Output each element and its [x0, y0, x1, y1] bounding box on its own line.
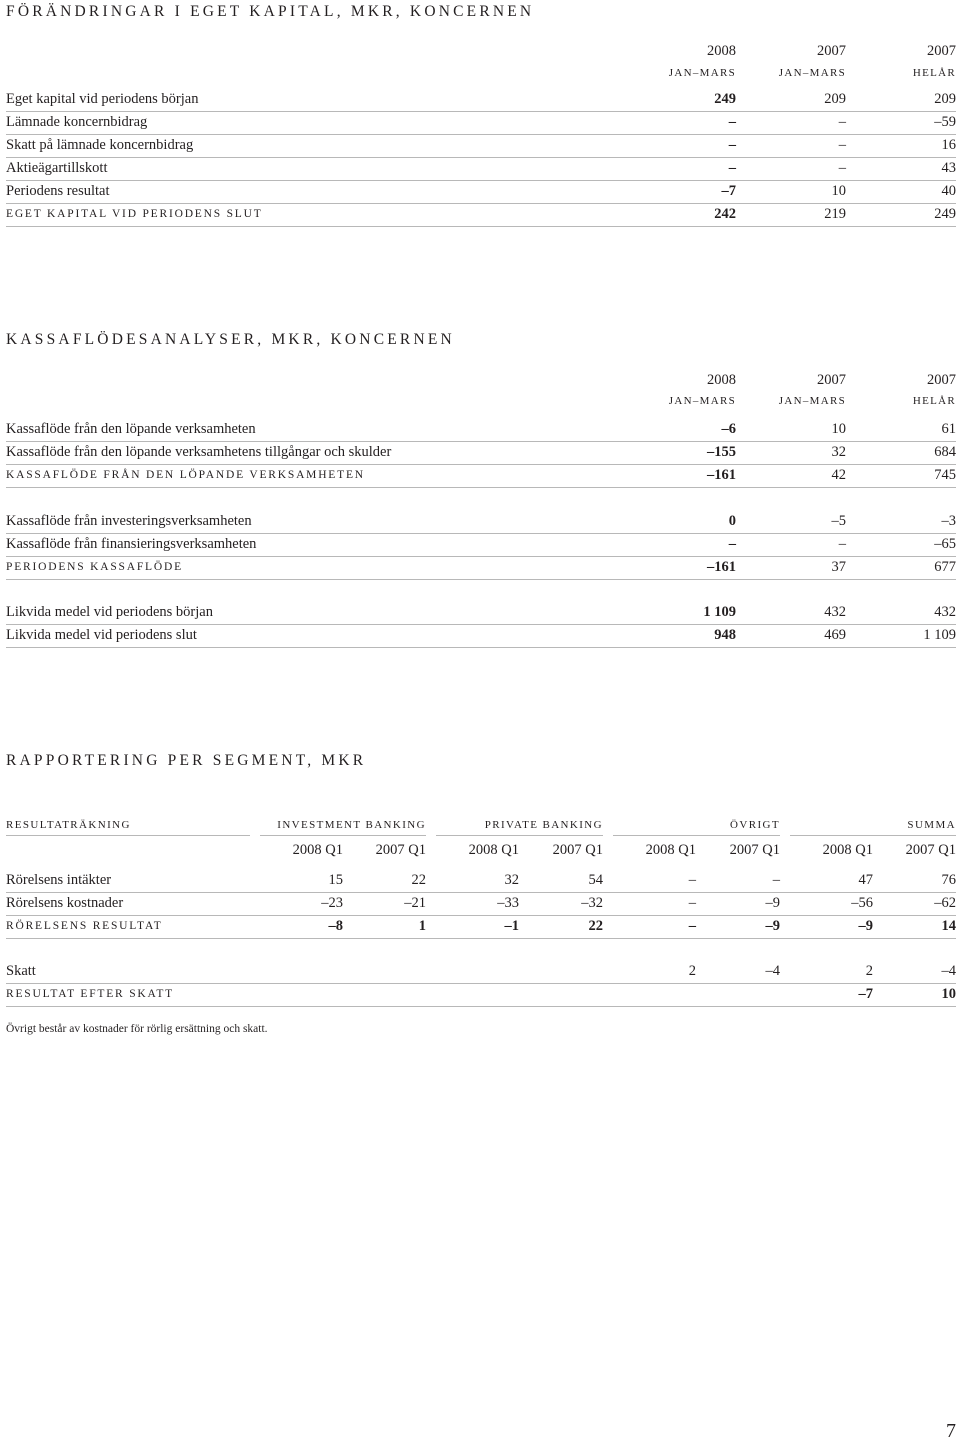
- equity-col-2-period: JAN–MARS: [778, 67, 846, 79]
- value-cell: 209: [934, 91, 956, 107]
- value-cell: –6: [721, 421, 736, 437]
- table-row-total: [6, 983, 956, 1007]
- value-cell: 43: [941, 160, 956, 176]
- row-label: Kassaflöde från finansieringsverksamheten: [6, 536, 257, 552]
- value-cell: 432: [824, 604, 846, 620]
- table-row: [6, 624, 956, 648]
- value-cell: 242: [714, 206, 736, 222]
- value-cell: 42: [831, 467, 846, 483]
- row-label: Kassaflöde från den löpande verksamhetens tillgångar och skulder: [6, 444, 392, 460]
- value-cell: –: [728, 536, 736, 552]
- page-number: 7: [946, 1420, 956, 1442]
- value-cell: –: [688, 918, 696, 934]
- period-header: 2007 Q1: [375, 842, 426, 858]
- value-cell: –: [838, 160, 846, 176]
- value-cell: –32: [581, 895, 603, 911]
- value-cell: 677: [934, 559, 956, 575]
- value-cell: –62: [934, 895, 956, 911]
- segment-row-header: RESULTATRÄKNING: [6, 818, 250, 836]
- row-label: Rörelsens intäkter: [6, 872, 112, 888]
- period-header: 2008 Q1: [822, 842, 873, 858]
- table-row: [6, 892, 956, 916]
- value-cell: 2: [688, 963, 696, 979]
- value-cell: –33: [497, 895, 519, 911]
- table-row: [6, 88, 956, 112]
- value-cell: –56: [851, 895, 873, 911]
- value-cell: –: [688, 895, 696, 911]
- value-cell: –: [728, 137, 736, 153]
- value-cell: –: [838, 114, 846, 130]
- value-cell: 948: [714, 627, 736, 643]
- value-cell: 745: [934, 467, 956, 483]
- row-label: RÖRELSENS RESULTAT: [6, 920, 163, 932]
- value-cell: –3: [941, 513, 956, 529]
- row-label: Kassaflöde från investeringsverksamheten: [6, 513, 252, 529]
- value-cell: 249: [934, 206, 956, 222]
- value-cell: 14: [941, 918, 956, 934]
- table-row: [6, 111, 956, 135]
- footnote: Övrigt består av kostnader för rörlig ersättning och skatt.: [6, 1023, 268, 1035]
- cashflow-col-1-year: 2008: [707, 372, 736, 388]
- cashflow-col-1-period: JAN–MARS: [668, 395, 736, 407]
- row-label: Likvida medel vid periodens slut: [6, 627, 197, 643]
- value-cell: –65: [934, 536, 956, 552]
- row-label: RESULTAT EFTER SKATT: [6, 988, 174, 1000]
- value-cell: –9: [765, 918, 780, 934]
- row-label: Aktieägartillskott: [6, 160, 108, 176]
- table-row: [6, 180, 956, 204]
- period-header: 2007 Q1: [729, 842, 780, 858]
- value-cell: 16: [941, 137, 956, 153]
- table-row: [6, 441, 956, 465]
- value-cell: –4: [765, 963, 780, 979]
- table-row: [6, 601, 956, 625]
- value-cell: 0: [728, 513, 736, 529]
- value-cell: 47: [858, 872, 873, 888]
- row-label: PERIODENS KASSAFLÖDE: [6, 561, 183, 573]
- value-cell: 76: [941, 872, 956, 888]
- value-cell: –161: [707, 467, 736, 483]
- equity-title: FÖRÄNDRINGAR I EGET KAPITAL, MKR, KONCERNEN: [6, 3, 535, 20]
- table-row-total: [6, 203, 956, 227]
- value-cell: –1: [504, 918, 519, 934]
- value-cell: 32: [504, 872, 519, 888]
- value-cell: 684: [934, 444, 956, 460]
- value-cell: 54: [588, 872, 603, 888]
- value-cell: –161: [707, 559, 736, 575]
- value-cell: –: [838, 536, 846, 552]
- value-cell: –23: [321, 895, 343, 911]
- equity-col-3-year: 2007: [927, 43, 956, 59]
- value-cell: –7: [721, 183, 736, 199]
- table-row: [6, 869, 956, 893]
- value-cell: –21: [404, 895, 426, 911]
- row-label: EGET KAPITAL VID PERIODENS SLUT: [6, 208, 263, 220]
- table-row: [6, 960, 956, 984]
- value-cell: –4: [941, 963, 956, 979]
- value-cell: 37: [831, 559, 846, 575]
- value-cell: 219: [824, 206, 846, 222]
- cashflow-col-2-period: JAN–MARS: [778, 395, 846, 407]
- table-row: [6, 510, 956, 534]
- table-row: [6, 418, 956, 442]
- row-label: Likvida medel vid periodens början: [6, 604, 213, 620]
- period-header: 2008 Q1: [468, 842, 519, 858]
- table-row-total: [6, 556, 956, 580]
- row-label: Skatt: [6, 963, 36, 979]
- value-cell: –9: [858, 918, 873, 934]
- table-row: [6, 157, 956, 181]
- value-cell: 249: [714, 91, 736, 107]
- row-label: KASSAFLÖDE FRÅN DEN LÖPANDE VERKSAMHETEN: [6, 469, 365, 481]
- value-cell: –: [772, 872, 780, 888]
- cashflow-title: KASSAFLÖDESANALYSER, MKR, KONCERNEN: [6, 331, 455, 348]
- equity-col-3-period: HELÅR: [912, 67, 956, 79]
- table-row: [6, 533, 956, 557]
- equity-col-1-period: JAN–MARS: [668, 67, 736, 79]
- value-cell: 1 109: [923, 627, 956, 643]
- segment-group-private-banking: PRIVATE BANKING: [436, 818, 603, 836]
- segment-group-investment-banking: INVESTMENT BANKING: [260, 818, 426, 836]
- value-cell: –: [838, 137, 846, 153]
- row-label: Rörelsens kostnader: [6, 895, 124, 911]
- period-header: 2008 Q1: [645, 842, 696, 858]
- value-cell: 22: [588, 918, 603, 934]
- period-header: 2007 Q1: [552, 842, 603, 858]
- equity-col-2-year: 2007: [817, 43, 846, 59]
- value-cell: 40: [941, 183, 956, 199]
- value-cell: 10: [831, 421, 846, 437]
- value-cell: 2: [865, 963, 873, 979]
- value-cell: –: [728, 114, 736, 130]
- value-cell: –7: [858, 986, 873, 1002]
- value-cell: 469: [824, 627, 846, 643]
- equity-col-1-year: 2008: [707, 43, 736, 59]
- value-cell: –: [728, 160, 736, 176]
- cashflow-col-3-year: 2007: [927, 372, 956, 388]
- value-cell: 15: [328, 872, 343, 888]
- value-cell: –155: [707, 444, 736, 460]
- row-label: Eget kapital vid periodens början: [6, 91, 199, 107]
- value-cell: 32: [831, 444, 846, 460]
- period-header: 2008 Q1: [292, 842, 343, 858]
- row-label: Skatt på lämnade koncernbidrag: [6, 137, 194, 153]
- table-row-total: [6, 915, 956, 939]
- value-cell: –5: [831, 513, 846, 529]
- row-label: Lämnade koncernbidrag: [6, 114, 148, 130]
- cashflow-col-2-year: 2007: [817, 372, 846, 388]
- row-label: Kassaflöde från den löpande verksamheten: [6, 421, 256, 437]
- segment-title: RAPPORTERING PER SEGMENT, MKR: [6, 752, 367, 769]
- value-cell: 10: [831, 183, 846, 199]
- table-row: [6, 134, 956, 158]
- period-header: 2007 Q1: [905, 842, 956, 858]
- value-cell: 61: [941, 421, 956, 437]
- row-label: Periodens resultat: [6, 183, 110, 199]
- value-cell: –59: [934, 114, 956, 130]
- segment-group-ovrigt: ÖVRIGT: [613, 818, 780, 836]
- value-cell: 1: [418, 918, 426, 934]
- value-cell: 209: [824, 91, 846, 107]
- segment-group-summa: SUMMA: [790, 818, 956, 836]
- value-cell: 10: [941, 986, 956, 1002]
- value-cell: –: [688, 872, 696, 888]
- value-cell: –8: [328, 918, 343, 934]
- cashflow-col-3-period: HELÅR: [912, 395, 956, 407]
- value-cell: 432: [934, 604, 956, 620]
- value-cell: 1 109: [703, 604, 736, 620]
- value-cell: –9: [765, 895, 780, 911]
- value-cell: 22: [411, 872, 426, 888]
- table-row-total: [6, 464, 956, 488]
